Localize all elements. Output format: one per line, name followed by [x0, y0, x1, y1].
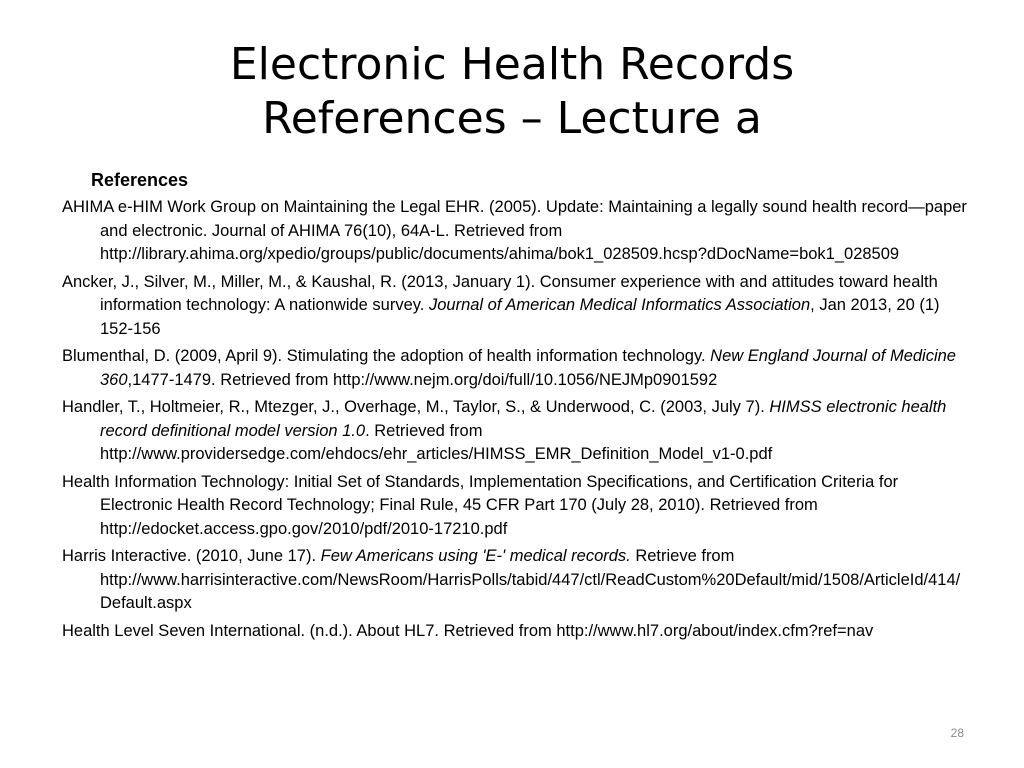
reference-item	[62, 471, 972, 542]
reference-item	[62, 345, 972, 392]
reference-item	[62, 196, 972, 267]
reference-item	[62, 545, 972, 616]
reference-text: Blumenthal, D. (2009, April 9). Stimulating the adoption of health information technology.	[62, 347, 711, 365]
reference-text: Health Level Seven International. (n.d.). About HL7. Retrieved from http://www.hl7.org/about/index.cfm?ref=nav	[62, 621, 874, 640]
references-heading: References	[91, 170, 189, 190]
reference-item	[62, 271, 972, 342]
reference-italic: Journal of American Medical Informatics Association	[428, 296, 811, 314]
reference-text-after: ,1477-1479. Retrieved from http://www.nejm.org/doi/full/10.1056/NEJMp0901592	[127, 370, 718, 389]
reference-text: AHIMA e-HIM Work Group on Maintaining the Legal EHR. (2005). Update: Maintaining a legally sound health record—paper and electronic. Journal of AHIMA 76(10), 64A-L. Retrieved from http://library.ahima.org/xpedio/groups/public/documents/ahima/bok1_028509.hcsp?dDocName=bok1_028509	[62, 198, 967, 263]
reference-text: Harris Interactive. (2010, June 17).	[62, 547, 321, 565]
page-number: 28	[950, 726, 964, 740]
reference-item	[62, 396, 972, 467]
reference-text: Ancker, J., Silver, M., Miller, M., & Kaushal, R. (2013, January 1). Consumer experience with and attitudes toward health information technology: A nationwide survey.	[62, 272, 938, 314]
reference-item	[62, 620, 972, 644]
slide-title	[0, 38, 1024, 146]
title-line-1: Electronic Health Records	[229, 39, 795, 90]
reference-text-after: , Jan 2013, 20 (1) 152-156	[100, 296, 940, 338]
reference-text: Handler, T., Holtmeier, R., Mtezger, J., Overhage, M., Taylor, S., & Underwood, C. (2003, July 7).	[62, 398, 770, 416]
reference-text: Health Information Technology: Initial Set of Standards, Implementation Specifications, and Certification Criteria for Electronic Health Record Technology; Final Rule, 45 CFR Part 170 (July 28, 2010). Retrieved from http://edocket.access.gpo.gov/2010/pdf/2010-17210.pdf	[62, 472, 899, 538]
reference-text-after: Retrieve from http://www.harrisinteractive.com/NewsRoom/HarrisPolls/tabid/447/ctl/ReadCustom%20Default/mid/1508/ArticleId/414/Default.aspx	[100, 547, 961, 612]
reference-italic: HIMSS electronic health record definitional model version 1.0	[100, 398, 947, 440]
references-body	[62, 168, 972, 647]
reference-italic: Few Americans using 'E-' medical records.	[320, 547, 631, 565]
reference-italic: New England Journal of Medicine 360	[100, 347, 956, 389]
title-line-2: References – Lecture a	[262, 93, 762, 144]
reference-text-after: . Retrieved from http://www.providersedge.com/ehdocs/ehr_articles/HIMSS_EMR_Definition_Model_v1-0.pdf	[100, 421, 773, 463]
